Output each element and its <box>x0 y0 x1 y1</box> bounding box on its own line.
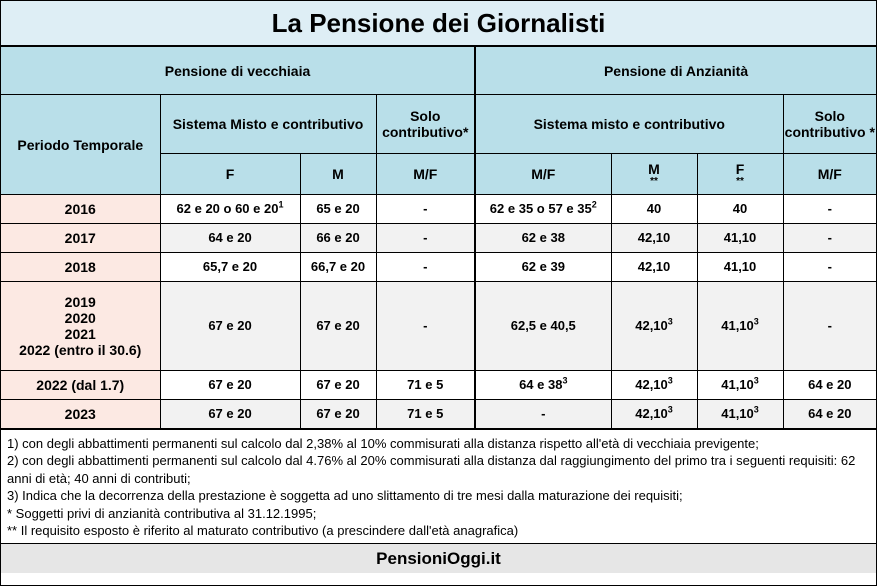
vecchiaia-f-cell: 67 e 20 <box>160 282 300 371</box>
footnote: 2) con degli abbattimenti permanenti sul calcolo dal 4.76% al 20% commisurati alla distanza dal raggiungimento del primo tra i seguenti requisiti: 62 anni di età; 40 anni di contributi; <box>7 453 856 486</box>
period-cell: 2018 <box>1 253 160 282</box>
period-line: 2021 <box>64 326 96 342</box>
header-anz-f-label: F <box>735 161 745 177</box>
header-f: F <box>160 154 300 195</box>
anzianita-m-cell: 42,10 <box>611 253 697 282</box>
period-cell: 2017 <box>1 224 160 253</box>
footnote: ** Il requisito esposto è riferito al maturato contributivo (a prescindere dall'età anagrafica) <box>7 523 519 539</box>
header-anz-f-stars: ** <box>736 176 744 187</box>
period-cell: 2023 <box>1 400 160 429</box>
anzianita-m-cell: 40 <box>611 195 697 224</box>
anzianita-m-cell: 42,10$^3$ <box>611 400 697 429</box>
vecchiaia-mf-cell: - <box>376 224 475 253</box>
anzianita-mf-cell: 62 e 38 <box>475 224 611 253</box>
period-line: 2019 <box>64 294 96 310</box>
footnote: 3) Indica che la decorrenza della prestazione è soggetta ad uno slittamento di tre mesi dalla maturazione dei requisiti; <box>7 488 683 504</box>
header-solo-contributivo-anzianita: Solo contributivo * <box>783 95 876 154</box>
anzianita-m-cell: 42,10 <box>611 224 697 253</box>
anzianita-f-cell: 41,10 <box>697 253 783 282</box>
vecchiaia-m-cell: 66 e 20 <box>300 224 376 253</box>
header-periodo: Periodo Temporale <box>1 95 160 195</box>
anzianita-f-cell: 41,10 <box>697 224 783 253</box>
source-footer: PensioniOggi.it <box>1 543 876 573</box>
period-cell-multi <box>1 282 160 371</box>
header-misto-anzianita: Sistema misto e contributivo <box>475 95 783 154</box>
solo-contributivo-mf-cell: - <box>783 195 876 224</box>
vecchiaia-m-cell: 67 e 20 <box>300 400 376 429</box>
footnote: 1) con degli abbattimenti permanenti sul calcolo dal 2,38% al 10% commisurati alla distanza rispetto all'età di vecchiaia previgente; <box>7 436 759 451</box>
table-row <box>1 371 876 400</box>
header-solo-contributivo-vecchiaia: Solo contributivo* <box>376 95 475 154</box>
footnotes <box>1 429 876 543</box>
vecchiaia-f-cell: 65,7 e 20 <box>160 253 300 282</box>
solo-contributivo-mf-cell: - <box>783 253 876 282</box>
solo-contributivo-mf-cell: - <box>783 282 876 371</box>
solo-contributivo-mf-cell: 64 e 20 <box>783 400 876 429</box>
period-line: 2022 (entro il 30.6) <box>19 342 142 358</box>
vecchiaia-m-cell: 66,7 e 20 <box>300 253 376 282</box>
anzianita-f-cell: 40 <box>697 195 783 224</box>
anzianita-f-cell: 41,10$^3$ <box>697 400 783 429</box>
anzianita-mf-cell: 62 e 39 <box>475 253 611 282</box>
page-title: La Pensione dei Giornalisti <box>1 1 876 46</box>
vecchiaia-mf-cell: - <box>376 253 475 282</box>
solo-contributivo-mf-cell: - <box>783 224 876 253</box>
vecchiaia-mf-cell: 71 e 5 <box>376 400 475 429</box>
anzianita-f-cell: 41,10$^3$ <box>697 282 783 371</box>
vecchiaia-mf-cell: - <box>376 282 475 371</box>
table-row <box>1 195 876 224</box>
header-solo-mf: M/F <box>783 154 876 195</box>
header-anz-mf: M/F <box>475 154 611 195</box>
vecchiaia-m-cell: 67 e 20 <box>300 282 376 371</box>
table-row <box>1 400 876 429</box>
vecchiaia-f-cell: 67 e 20 <box>160 400 300 429</box>
anzianita-mf-cell: 62,5 e 40,5 <box>475 282 611 371</box>
vecchiaia-mf-cell: 71 e 5 <box>376 371 475 400</box>
header-anz-m-stars: ** <box>650 176 658 187</box>
table-row <box>1 253 876 282</box>
footnote: * Soggetti privi di anzianità contributiva al 31.12.1995; <box>7 505 317 521</box>
header-anzianita: Pensione di Anzianità <box>475 47 876 95</box>
header-misto-vecchiaia: Sistema Misto e contributivo <box>160 95 376 154</box>
table-row <box>1 224 876 253</box>
header-anz-m-label: M <box>648 161 660 177</box>
solo-contributivo-mf-cell: 64 e 20 <box>783 371 876 400</box>
anzianita-m-cell: 42,10$^3$ <box>611 282 697 371</box>
vecchiaia-m-cell: 65 e 20 <box>300 195 376 224</box>
anzianita-m-cell: 42,10$^3$ <box>611 371 697 400</box>
vecchiaia-f-cell: 67 e 20 <box>160 371 300 400</box>
anzianita-mf-cell: 62 e 35 o 57 e $35^2$ <box>475 195 611 224</box>
vecchiaia-m-cell: 67 e 20 <box>300 371 376 400</box>
header-anz-m <box>611 154 697 195</box>
anzianita-mf-cell: 64 e $38^3$ <box>475 371 611 400</box>
anzianita-f-cell: 41,10$^3$ <box>697 371 783 400</box>
vecchiaia-f-cell: 64 e 20 <box>160 224 300 253</box>
vecchiaia-mf-cell: - <box>376 195 475 224</box>
header-m: M <box>300 154 376 195</box>
table-row <box>1 282 876 371</box>
header-vecchiaia: Pensione di vecchiaia <box>1 47 475 95</box>
vecchiaia-f-cell: 62 e 20 o 60 e $20^1$ <box>160 195 300 224</box>
period-cell: 2022 (dal 1.7) <box>1 371 160 400</box>
header-anz-f <box>697 154 783 195</box>
header-mf: M/F <box>376 154 475 195</box>
period-line: 2020 <box>64 310 96 326</box>
pension-table <box>1 46 876 429</box>
anzianita-mf-cell: - <box>475 400 611 429</box>
period-cell: 2016 <box>1 195 160 224</box>
